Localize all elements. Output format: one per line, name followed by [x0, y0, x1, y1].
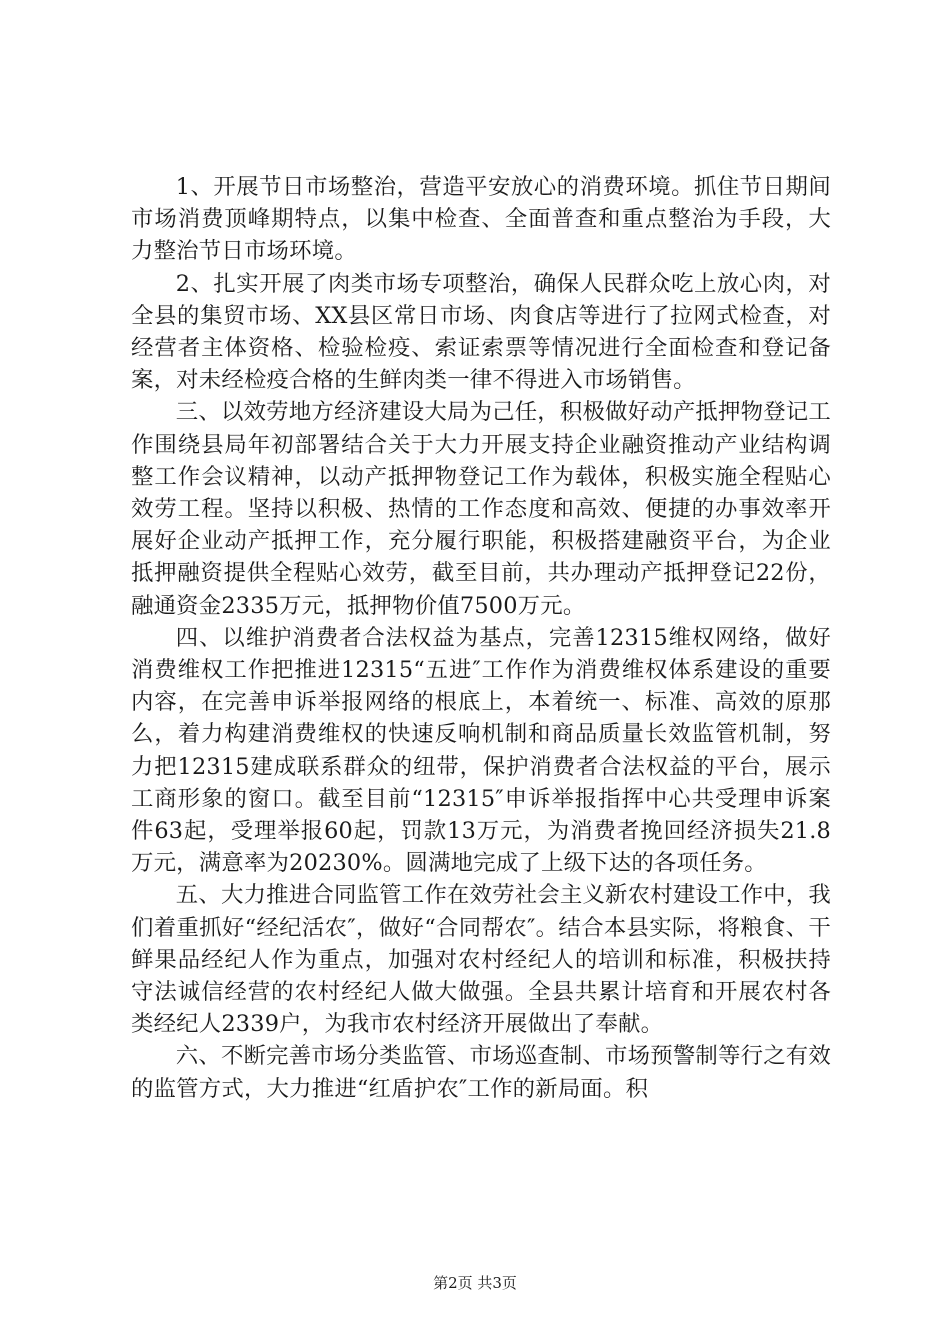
document-body	[131, 171, 831, 1105]
paragraph-5: 五、大力推进合同监管工作在效劳社会主义新农村建设工作中，我们着重抓好“经纪活农″，做好“合同帮农″。结合本县实际，将粮食、干鲜果品经纪人作为重点，加强对农村经纪人的培训和标准，积极扶持守法诚信经营的农村经纪人做大做强。全县共累计培育和开展农村各类经纪人2339户，为我市农村经济开展做出了奉献。	[131, 882, 831, 1038]
paragraph-4: 四、以维护消费者合法权益为基点，完善12315维权网络，做好消费维权工作把推进12315“五进″工作作为消费维权体系建设的重要内容，在完善申诉举报网络的根底上，本着统一、标准、高效的原那么，着力构建消费维权的快速反响机制和商品质量长效监管机制，努力把12315建成联系群众的纽带，保护消费者合法权益的平台，展示工商形象的窗口。截至目前“12315″申诉举报指挥中心共受理申诉案件63起，受理举报60起，罚款13万元，为消费者挽回经济损失21.8万元，满意率为20230%。圆满地完成了上级下达的各项任务。	[131, 624, 831, 877]
paragraph-1: 1、开展节日市场整治，营造平安放心的消费环境。抓住节日期间市场消费顶峰期特点，以集中检查、全面普查和重点整治为手段，大力整治节日市场环境。	[131, 174, 831, 265]
paragraph-3: 三、以效劳地方经济建设大局为己任，积极做好动产抵押物登记工作围绕县局年初部署结合关于大力开展支持企业融资推动产业结构调整工作会议精神，以动产抵押物登记工作为载体，积极实施全程贴心效劳工程。坚持以积极、热情的工作态度和高效、便捷的办事效率开展好企业动产抵押工作，充分履行职能，积极搭建融资平台，为企业抵押融资提供全程贴心效劳，截至目前，共办理动产抵押登记22份，融通资金2335万元，抵押物价值7500万元。	[131, 399, 831, 619]
page-number-footer: 第2页 共3页	[433, 1274, 517, 1292]
paragraph-6: 六、不断完善市场分类监管、市场巡查制、市场预警制等行之有效的监管方式，大力推进“红盾护农″工作的新局面。积	[131, 1043, 831, 1102]
paragraph-2: 2、扎实开展了肉类市场专项整治，确保人民群众吃上放心肉，对全县的集贸市场、XX县区常日市场、肉食店等进行了拉网式检查，对经营者主体资格、检验检疫、索证索票等情况进行全面检查和登记备案，对未经检疫合格的生鲜肉类一律不得进入市场销售。	[131, 270, 831, 394]
